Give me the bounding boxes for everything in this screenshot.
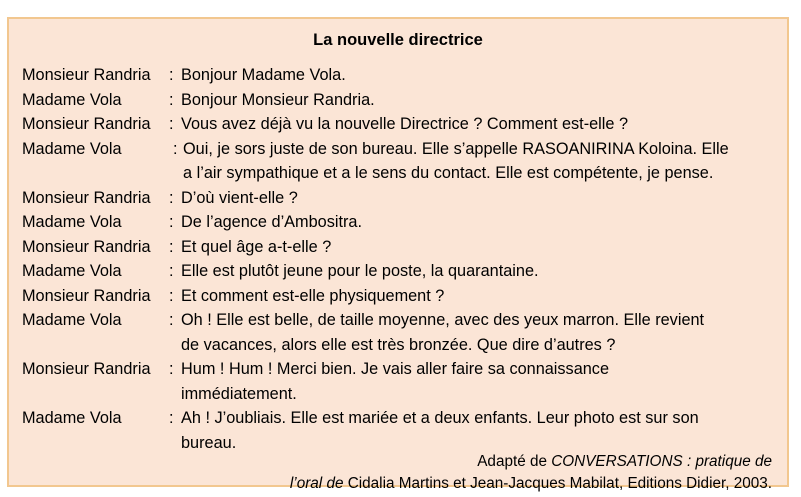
speaker-name: Madame Vola bbox=[22, 262, 122, 280]
speaker-separator: : bbox=[169, 360, 174, 378]
speaker-separator: : bbox=[169, 115, 174, 133]
speaker-separator: : bbox=[169, 409, 174, 427]
dialogue-line bbox=[22, 88, 782, 113]
dialogue-text: Bonjour Madame Vola. bbox=[181, 66, 346, 84]
speaker-name: Monsieur Randria bbox=[22, 66, 151, 84]
dialogue-line-continuation bbox=[22, 382, 782, 407]
dialogue-line bbox=[22, 357, 782, 382]
document-title: La nouvelle directrice bbox=[313, 31, 483, 49]
speaker-name: Madame Vola bbox=[22, 409, 122, 427]
dialogue-text: de vacances, alors elle est très bronzée. Que dire d’autres ? bbox=[181, 335, 616, 354]
source-citation bbox=[290, 451, 772, 495]
speaker-name: Madame Vola bbox=[22, 90, 122, 109]
speaker-name: Madame Vola bbox=[22, 213, 122, 231]
speaker-name: Monsieur Randria bbox=[22, 286, 151, 305]
dialogue-text: Oh ! Elle est belle, de taille moyenne, avec des yeux marron. Elle revient bbox=[181, 311, 705, 329]
citation-authors: Cidalia Martins et Jean-Jacques Mabilat, Editions Didier, 2003. bbox=[343, 475, 772, 492]
dialogue-text: Ah ! J’oubliais. Elle est mariée et a deux enfants. Leur photo est sur son bbox=[181, 409, 699, 427]
dialogue-line bbox=[22, 308, 782, 333]
dialogue-text: Bonjour Monsieur Randria. bbox=[181, 90, 375, 109]
dialogue-text: Et quel âge a-t-elle ? bbox=[181, 237, 332, 256]
citation-work-title: CONVERSATIONS : pratique de bbox=[551, 453, 772, 470]
citation-line-2 bbox=[290, 473, 772, 495]
citation-prefix: Adapté de bbox=[477, 453, 552, 470]
dialogue-line bbox=[22, 235, 782, 260]
dialogue-line bbox=[22, 259, 782, 284]
speaker-separator: : bbox=[169, 66, 174, 84]
speaker-separator: : bbox=[169, 237, 174, 256]
dialogue-text: a l’air sympathique et a le sens du contact. Elle est compétente, je pense. bbox=[183, 164, 714, 182]
speaker-name: Madame Vola bbox=[22, 139, 122, 158]
dialogue-line bbox=[22, 406, 782, 431]
speaker-separator: : bbox=[169, 311, 174, 329]
dialogue-line bbox=[22, 284, 782, 309]
speaker-name: Monsieur Randria bbox=[22, 237, 151, 256]
dialogue-text: Vous avez déjà vu la nouvelle Directrice ? Comment est-elle ? bbox=[181, 115, 629, 133]
dialogue-text: De l’agence d’Ambositra. bbox=[181, 213, 362, 231]
speaker-name: Monsieur Randria bbox=[22, 188, 151, 207]
dialogue-line bbox=[22, 112, 782, 137]
dialogue-text: Oui, je sors juste de son bureau. Elle s’appelle RASOANIRINA Koloina. Elle bbox=[183, 139, 729, 158]
dialogue-line bbox=[22, 210, 782, 235]
dialogue-text: immédiatement. bbox=[181, 384, 297, 403]
speaker-separator: : bbox=[169, 213, 174, 231]
dialogue-text: Hum ! Hum ! Merci bien. Je vais aller faire sa connaissance bbox=[181, 360, 610, 378]
speaker-name: Monsieur Randria bbox=[22, 360, 151, 378]
speaker-name: Madame Vola bbox=[22, 311, 122, 329]
dialogue-box bbox=[7, 17, 789, 492]
speaker-name: Monsieur Randria bbox=[22, 115, 151, 133]
dialogue-text: D’où vient-elle ? bbox=[181, 188, 298, 207]
dialogue-text: Elle est plutôt jeune pour le poste, la quarantaine. bbox=[181, 262, 539, 280]
citation-work-title-cont: l’oral de bbox=[289, 475, 344, 492]
dialogue-list bbox=[22, 63, 782, 455]
dialogue-text: bureau. bbox=[181, 433, 237, 452]
dialogue-line bbox=[22, 63, 782, 88]
citation-line-1 bbox=[290, 451, 772, 473]
speaker-separator: : bbox=[169, 90, 174, 109]
speaker-separator: : bbox=[169, 286, 174, 305]
dialogue-text: Et comment est-elle physiquement ? bbox=[181, 286, 445, 305]
dialogue-line bbox=[22, 137, 782, 162]
speaker-separator: : bbox=[169, 262, 174, 280]
speaker-separator: : bbox=[173, 139, 178, 158]
speaker-separator: : bbox=[169, 188, 174, 207]
dialogue-line-continuation bbox=[22, 161, 782, 186]
dialogue-line bbox=[22, 186, 782, 211]
dialogue-line-continuation bbox=[22, 333, 782, 358]
